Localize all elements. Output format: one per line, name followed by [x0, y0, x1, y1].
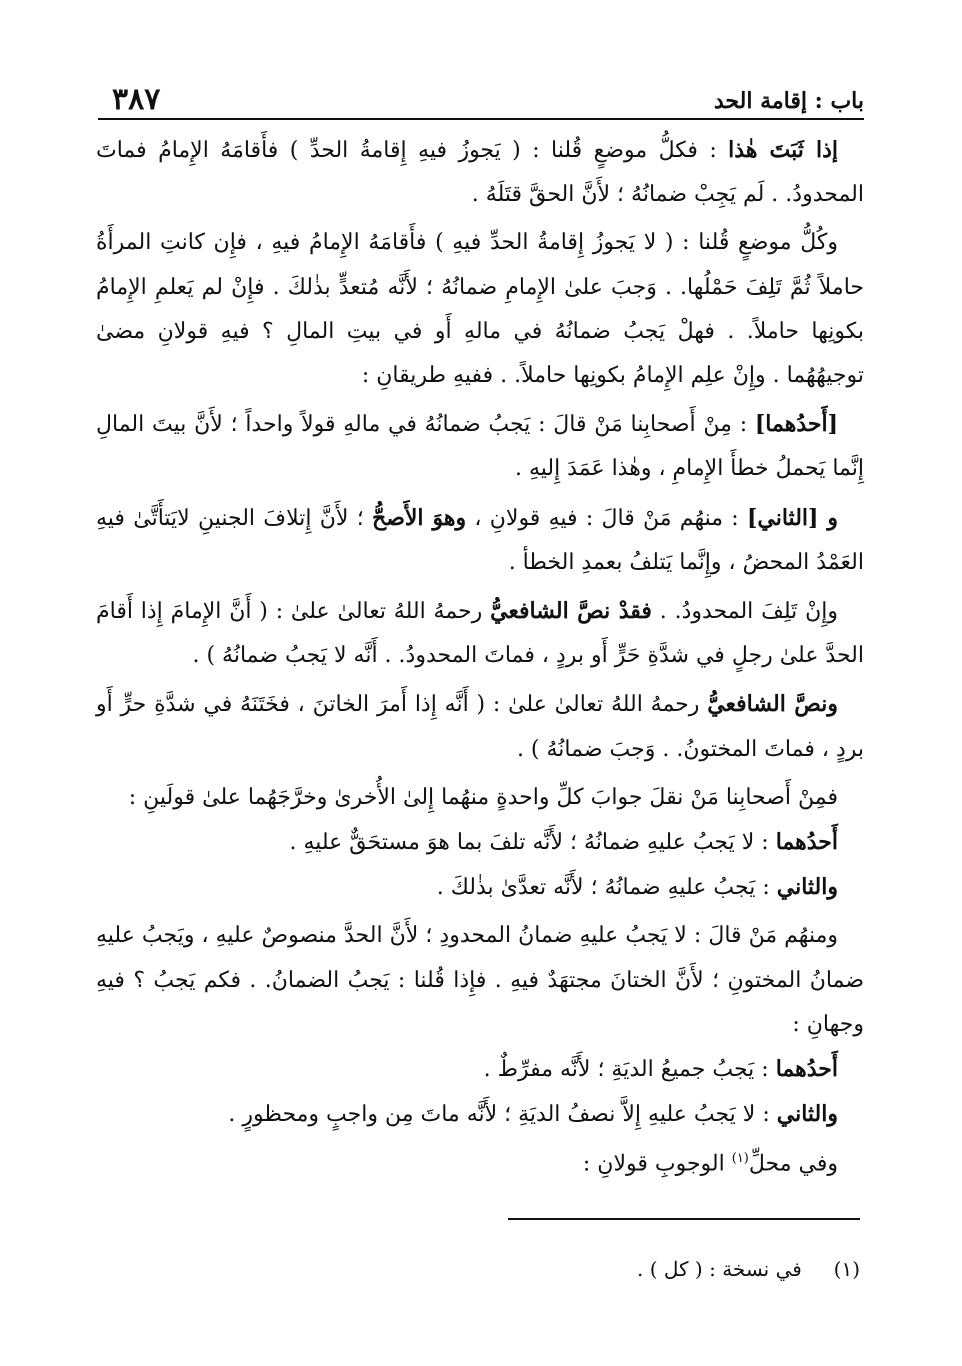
bold-phrase: فقدْ نصَّ الشافعيُّ: [490, 598, 652, 625]
paragraph-text: : مِنْ أَصحابِنا مَنْ قالَ : يَجبُ ضمانُهُ في مالهِ قولاً واحداً ؛ لأَنَّ بيتَ المالِ إِنَّما يَحملُ خطأَ الإِمامِ ، وهٰذا عَمَدَ إِليهِ .: [96, 412, 864, 482]
bold-lead: والثاني: [776, 1101, 838, 1128]
paragraph-text: ؛ لأَنَّ إِتلافَ الجنينِ لايَتأَتَّىٰ فيهِ العَمْدُ المحضُ ، وإِنَّما يَتلفُ بعمدِ الخطأ .: [96, 505, 864, 575]
paragraph-text: رحمهُ اللهُ تعالىٰ علىٰ : ( أَنَّ الإِمامَ إِذا أَقامَ الحدَّ علىٰ رجلٍ في شدَّةِ حَرٍّ أَو بردٍ ، فماتَ المحدودُ. . أَنَّه لا يَجبُ ضمانُهُ ) .: [96, 599, 864, 669]
bold-lead: و [الثاني]: [746, 504, 838, 531]
bold-lead: إذا ثَبَتَ هٰذا: [728, 137, 839, 163]
paragraph-text: فمِنْ أَصحابِنا مَنْ نقلَ جوابَ كلِّ واحدةٍ منهُما إِلىٰ الأُخرىٰ وخرَّجَهُما علىٰ قولَينِ :: [128, 784, 838, 810]
paragraph-text: : منهُم مَنْ قالَ : فيهِ قولانِ ،: [466, 505, 747, 531]
footnote-separator: [508, 1218, 860, 1220]
footnote-reference[interactable]: (١): [731, 1151, 749, 1167]
main-text: [96, 128, 864, 1187]
footnote-text: في نسخة : ( كل ) .: [637, 1257, 802, 1281]
page-header: [98, 82, 864, 120]
bold-lead: ونصَّ الشافعيُّ: [707, 691, 838, 718]
paragraph: [96, 402, 864, 491]
chapter-title: باب : إقامة الحد: [713, 88, 864, 114]
bold-lead: أَحدُهما: [775, 1056, 838, 1083]
paragraph-text: وإِنْ تَلِفَ المحدودُ. .: [651, 599, 838, 625]
paragraph: [96, 128, 864, 217]
paragraph: [96, 496, 864, 585]
bold-lead: أَحدُهما: [775, 829, 838, 856]
paragraph: [96, 589, 864, 678]
paragraph-text: : يَجبُ جميعُ الديَةِ ؛ لأَنَّه مفرِّطٌ .: [483, 1057, 776, 1083]
paragraph-text: : فكلُّ موضعٍ قُلنا : ( يَجوزُ فيهِ إِقامةُ الحدِّ ) فأَقامَهُ الإِمامُ فماتَ المحدودُ. . لَم يَجِبْ ضمانُهُ ؛ لأَنَّ الحقَّ قتَلَهُ .: [96, 138, 864, 208]
paragraph-text: وفي محلِّ: [748, 1151, 838, 1177]
paragraph-text: ومنهُم مَنْ قالَ : لا يَجبُ عليهِ ضمانُ المحدودِ ؛ لأَنَّ الحدَّ منصوصٌ عليهِ ، ويَجبُ عليهِ ضمانُ المختونِ ؛ لأَنَّ الختانَ مجتهَدٌ فيهِ . فإِذا قُلنا : يَجبُ الضمانُ. . فكم يَجبُ ؟ فيهِ وجهانِ :: [96, 923, 864, 1037]
paragraph: [96, 1047, 864, 1092]
paragraph: [96, 221, 864, 398]
paragraph: [96, 1137, 864, 1187]
bold-lead: [أَحدُهما]: [754, 411, 838, 438]
footnote-number: (١): [833, 1257, 860, 1281]
paragraph: [96, 682, 864, 771]
paragraph-text: وكُلُّ موضعٍ قُلنا : ( لا يَجوزُ إِقامةُ الحدِّ فيهِ ) فأَقامَهُ الإِمامُ فيهِ ، فإِن كانتِ المرأَةُ حاملاً ثُمَّ تَلِفَ حَمْلُها. . وَجبَ علىٰ الإِمامِ ضمانُهُ ؛ لأَنَّه مُتعدٍّ بذٰلكَ . فإِنْ لم يَعلمِ الإِمامُ بكونِها حاملاً. . فهلْ يَجبُ ضمانُهُ في مالهِ أَو في بيتِ المالِ ؟ فيهِ قولانِ مضىٰ توجيهُهُما . وإِنْ علِم الإِمامُ بكونِها حاملاً. . ففيهِ طريقانِ :: [96, 230, 864, 389]
paragraph: [96, 914, 864, 1047]
paragraph-text: : لا يَجبُ عليهِ إِلاَّ نصفُ الديَةِ ؛ لأَنَّه ماتَ مِن واجبٍ ومحظورٍ .: [228, 1102, 777, 1128]
bold-phrase: وهوَ الأَصحُّ: [372, 504, 467, 531]
paragraph: [96, 865, 864, 910]
paragraph-text: : يَجبُ عليهِ ضمانُهُ ؛ لأَنَّه تعدَّىٰ بذٰلكَ .: [436, 875, 777, 901]
paragraph: [96, 776, 864, 820]
paragraph: [96, 1092, 864, 1137]
bold-lead: والثاني: [776, 874, 838, 901]
footnote: [637, 1252, 860, 1286]
paragraph-text: الوجوبِ قولانِ :: [582, 1151, 732, 1177]
page-number: ٣٨٧: [112, 82, 161, 117]
paragraph-text: : لا يَجبُ عليهِ ضمانُهُ ؛ لأَنَّه تلفَ بما هوَ مستحَقٌّ عليهِ .: [289, 830, 776, 856]
paragraph: [96, 820, 864, 865]
paragraph-text: رحمهُ اللهُ تعالىٰ علىٰ : ( أَنَّه إِذا أَمرَ الخاتنَ ، فخَتَنَهُ في شدَّةِ حرٍّ أَو بردٍ ، فماتَ المختونُ. . وَجبَ ضمانُهُ ) .: [96, 692, 864, 762]
